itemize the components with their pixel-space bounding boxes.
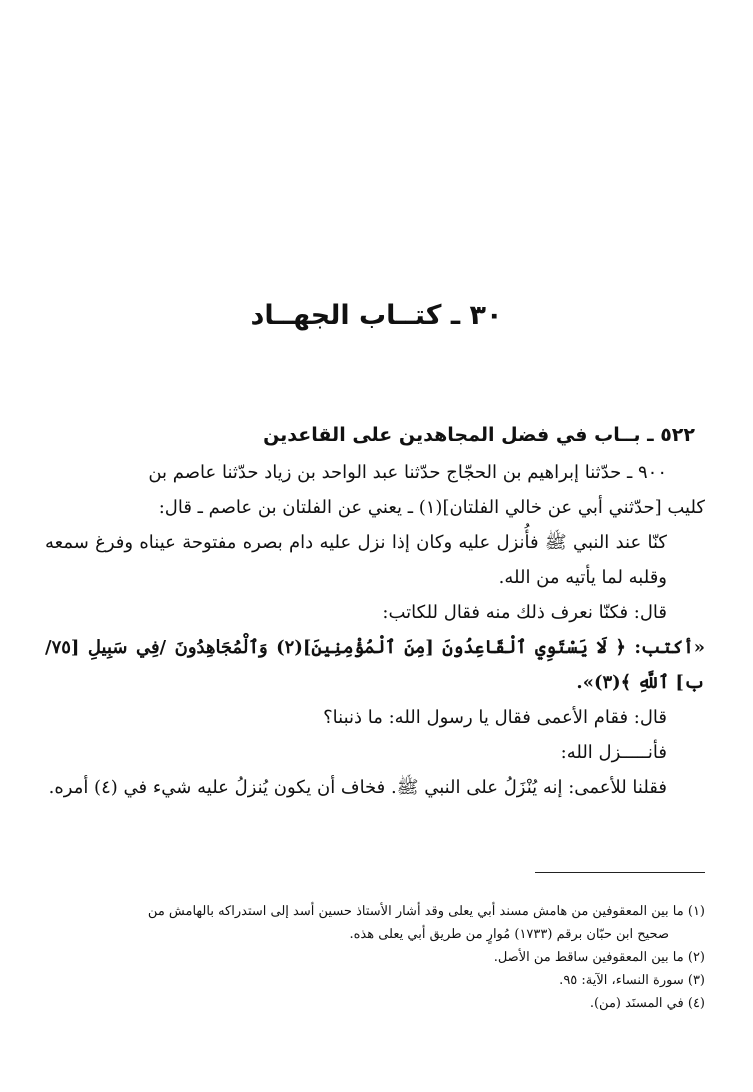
footnote-4: (٤) في المسنَد (من).: [589, 996, 705, 1011]
hadith-matn-paragraph-1: كنّا عند النبي ﷺ فأُنزل عليه وكان إذا نزل عليه دام بصره مفتوحة عيناه وفرغ سمعه وقلبه لما يأتيه من الله.: [45, 532, 667, 588]
footnotes-list: [45, 900, 705, 1015]
quran-verse-paragraph: «أكتب: ﴿ لَا يَسْتَوِي ٱلْقَاعِدُونَ [مِنَ ٱلْمُؤْمِنِينَ](٢) وَٱلْمُجَاهِدُونَ /فِي سَبِيلِ [٧٥/ب] ٱللَّهِ ﴾(٣)».: [45, 637, 705, 693]
chapter-title: ٣٠ ـ كتــاب الجهــاد: [250, 300, 503, 331]
hadith-matn-paragraph-5: فقلنا للأعمى: إنه يُنْزَلُ على النبي ﷺ. فخاف أن يكون يُنزلُ عليه شيء في (٤) أمره.: [48, 777, 667, 798]
footnote-1-line-2: صحيح ابن حبّان برقم (١٧٣٣) مُوارٍ من طريق أبي يعلى هذه.: [349, 927, 669, 942]
footnote-divider: [535, 872, 705, 873]
hadith-isnad-line-2: كليب [حدّثني أبي عن خالي الفلتان](١) ـ يعني عن الفلتان بن عاصم ـ قال:: [158, 497, 705, 518]
hadith-matn-paragraph-2: قال: فكنّا نعرف ذلك منه فقال للكاتب:: [382, 602, 667, 623]
footnote-1: [45, 900, 705, 946]
footnote-3: (٣) سورة النساء، الآية: ٩٥.: [559, 973, 705, 988]
footnote-2: (٢) ما بين المعقوفين ساقط من الأصل.: [493, 950, 705, 965]
hadith-matn-paragraph-3: قال: فقام الأعمى فقال يا رسول الله: ما ذنبنا؟: [323, 707, 667, 728]
hadith-isnad-line-1: ٩٠٠ ـ حدّثنا إبراهيم بن الحجّاج حدّثنا عبد الواحد بن زياد حدّثنا عاصم بن: [148, 462, 667, 483]
hadith-matn-paragraph-4: فأنـــــزل الله:: [560, 742, 667, 763]
main-text: [45, 418, 705, 805]
section-heading: ٥٢٢ ـ بــاب في فضل المجاهدين على القاعدين: [263, 424, 695, 446]
footnote-1-line-1: (١) ما بين المعقوفين من هامش مسند أبي يعلى وقد أشار الأستاذ حسين أسد إلى استدراكه بالهامش من: [147, 904, 705, 919]
